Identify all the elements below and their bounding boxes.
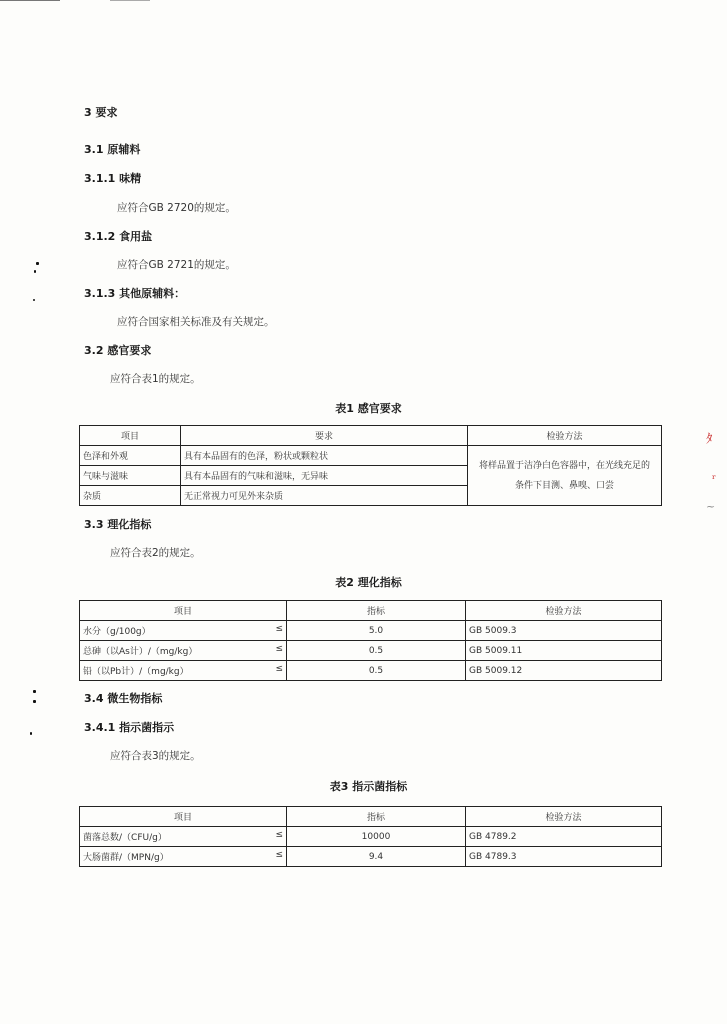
- table-cell: 气味与滋味: [80, 466, 181, 486]
- table-cell: 10000: [287, 827, 466, 847]
- bleed-through-mark: ~: [706, 500, 716, 513]
- scan-edge-line: [0, 0, 60, 1]
- table-header-cell: 要求: [181, 426, 468, 446]
- table-cell: 杂质: [80, 486, 181, 506]
- section-3-4-1-text: 应符合表3的规定。: [110, 750, 201, 762]
- table-row: [80, 661, 662, 681]
- table-header-cell: 检验方法: [466, 807, 662, 827]
- section-3-2-heading: 3.2 感官要求: [84, 344, 152, 357]
- bleed-through-mark: ᵣ: [712, 468, 717, 482]
- table-header-cell: 检验方法: [468, 426, 662, 446]
- table-cell: 无正常视力可见外来杂质: [181, 486, 468, 506]
- table-row: [80, 827, 662, 847]
- table-row: [80, 641, 662, 661]
- section-3-3-text: 应符合表2的规定。: [110, 547, 201, 559]
- scan-speck: [33, 299, 35, 301]
- table-cell: 大肠菌群/（MPN/g） ≤: [80, 847, 287, 867]
- section-3-1-3-text: 应符合国家相关标准及有关规定。: [117, 316, 275, 328]
- table-cell: GB 5009.11: [466, 641, 662, 661]
- table-row: [80, 847, 662, 867]
- table-cell: 具有本品固有的色泽，粉状或颗粒状: [181, 446, 468, 466]
- table-row: [80, 446, 662, 466]
- section-3-3-heading: 3.3 理化指标: [84, 518, 152, 531]
- table-cell: GB 4789.3: [466, 847, 662, 867]
- table-header-row: [80, 426, 662, 446]
- table-header-row: [80, 807, 662, 827]
- table1-sensory: [79, 425, 662, 506]
- scan-speck: [33, 700, 36, 703]
- table2-physicochemical: [79, 600, 662, 681]
- scan-edge-line: [110, 0, 150, 1]
- table-cell: 色泽和外观: [80, 446, 181, 466]
- table3-caption: 表3 指示菌指标: [329, 780, 408, 793]
- section-3-1-heading: 3.1 原辅料: [84, 143, 141, 156]
- section-3-heading: 3 要求: [84, 106, 118, 119]
- table-cell: 0.5: [287, 661, 466, 681]
- table-cell: 具有本品固有的气味和滋味，无异味: [181, 466, 468, 486]
- table2-caption: 表2 理化指标: [335, 576, 402, 589]
- table-header-cell: 指标: [287, 807, 466, 827]
- table-cell-method: 将样品置于洁净白色容器中，在光线充足的条件下目测、鼻嗅、口尝: [468, 446, 662, 506]
- section-3-1-2-heading: 3.1.2 食用盐: [84, 230, 153, 243]
- table-header-cell: 项目: [80, 601, 287, 621]
- scan-speck: [30, 732, 32, 735]
- table-cell: GB 5009.12: [466, 661, 662, 681]
- table-cell: 9.4: [287, 847, 466, 867]
- table-cell: 总砷（以As计）/（mg/kg） ≤: [80, 641, 287, 661]
- bleed-through-mark: ﾀ: [706, 432, 713, 447]
- section-3-1-3-heading: 3.1.3 其他原辅料：: [84, 287, 186, 300]
- table-cell: 菌落总数/（CFU/g） ≤: [80, 827, 287, 847]
- table1-caption: 表1 感官要求: [335, 402, 402, 415]
- section-3-4-heading: 3.4 微生物指标: [84, 692, 163, 705]
- scan-speck: [33, 690, 36, 693]
- section-3-4-1-heading: 3.4.1 指示菌指示: [84, 721, 175, 734]
- section-3-2-text: 应符合表1的规定。: [110, 373, 201, 385]
- scan-speck: [34, 270, 36, 273]
- scan-speck: [36, 262, 39, 265]
- table-header-cell: 检验方法: [466, 601, 662, 621]
- table-cell: 水分（g/100g） ≤: [80, 621, 287, 641]
- table-cell: GB 5009.3: [466, 621, 662, 641]
- table-row: [80, 621, 662, 641]
- table-cell: 0.5: [287, 641, 466, 661]
- section-3-1-1-heading: 3.1.1 味精: [84, 172, 142, 185]
- table-cell: 铅（以Pb计）/（mg/kg） ≤: [80, 661, 287, 681]
- table-header-cell: 指标: [287, 601, 466, 621]
- table-header-row: [80, 601, 662, 621]
- table-header-cell: 项目: [80, 426, 181, 446]
- table-cell: 5.0: [287, 621, 466, 641]
- section-3-1-1-text: 应符合GB 2720的规定。: [117, 202, 236, 214]
- table-cell: GB 4789.2: [466, 827, 662, 847]
- table3-indicator-bacteria: [79, 806, 662, 867]
- table-header-cell: 项目: [80, 807, 287, 827]
- section-3-1-2-text: 应符合GB 2721的规定。: [117, 259, 236, 271]
